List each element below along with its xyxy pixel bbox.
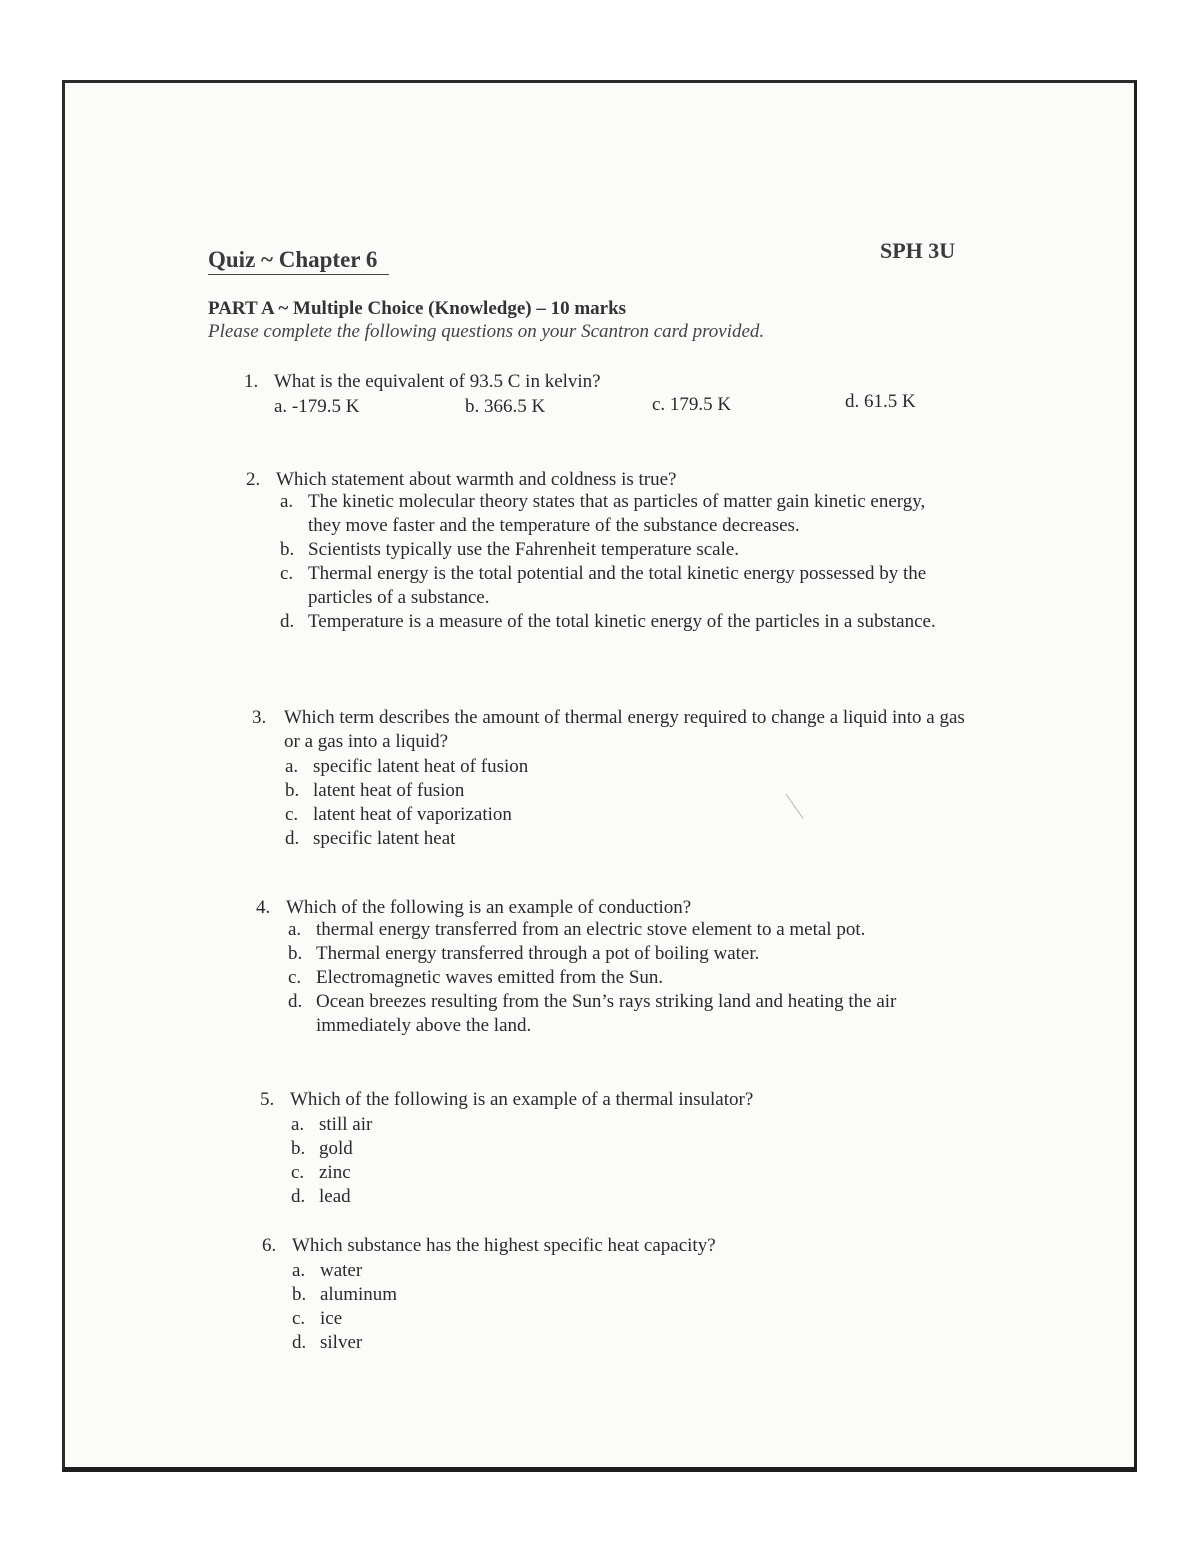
question-6	[262, 1234, 716, 1258]
option-6b: b. aluminum	[292, 1284, 398, 1305]
question-3	[252, 706, 972, 754]
option-6a: a. water	[292, 1260, 363, 1281]
option-4d: d. Ocean breezes resulting from the Sun’s rays striking land and heating the air immediately above the land.	[288, 991, 897, 1036]
question-4	[256, 896, 691, 920]
question-6-options	[292, 1259, 592, 1355]
question-number: 2.	[246, 469, 261, 490]
question-text: Which term describes the amount of thermal energy required to change a liquid into a gas or a gas into a liquid?	[284, 707, 965, 752]
question-4-options	[288, 918, 968, 1038]
option-5a: a. still air	[291, 1114, 373, 1135]
option-3b: b. latent heat of fusion	[285, 780, 465, 801]
part-a-instruction: Please complete the following questions on your Scantron card provided.	[208, 321, 765, 342]
question-number: 6.	[262, 1235, 277, 1256]
question-text: Which of the following is an example of conduction?	[286, 897, 692, 918]
option-1c: c. 179.5 K	[652, 394, 732, 415]
option-3d: d. specific latent heat	[285, 828, 456, 849]
option-1d: d. 61.5 K	[845, 391, 916, 412]
option-4c: c. Electromagnetic waves emitted from the Sun.	[288, 967, 664, 988]
option-2d: d. Temperature is a measure of the total kinetic energy of the particles in a substance.	[280, 611, 936, 632]
quiz-title: Quiz ~ Chapter 6	[208, 246, 389, 275]
question-5-options	[291, 1113, 591, 1209]
question-2	[246, 468, 676, 492]
course-code: SPH 3U	[880, 238, 956, 263]
question-3-options	[285, 755, 785, 851]
option-5c: c. zinc	[291, 1162, 351, 1183]
question-2-options	[280, 490, 960, 634]
option-4b: b. Thermal energy transferred through a pot of boiling water.	[288, 943, 760, 964]
question-number: 3.	[252, 707, 267, 728]
option-6c: c. ice	[292, 1308, 343, 1329]
question-text: Which of the following is an example of a thermal insulator?	[290, 1089, 754, 1110]
option-1b: b. 366.5 K	[465, 396, 546, 417]
question-number: 1.	[244, 371, 259, 392]
option-3c: c. latent heat of vaporization	[285, 804, 512, 825]
option-6d: d. silver	[292, 1332, 363, 1353]
option-5b: b. gold	[291, 1138, 353, 1159]
option-2c: c. Thermal energy is the total potential and the total kinetic energy possessed by the particles of a substance.	[280, 563, 927, 608]
question-5	[260, 1088, 753, 1112]
option-5d: d. lead	[291, 1186, 351, 1207]
option-1a: a. -179.5 K	[274, 396, 360, 417]
question-1	[244, 370, 601, 394]
option-3a: a. specific latent heat of fusion	[285, 756, 529, 777]
question-number: 4.	[256, 897, 271, 918]
question-text: Which statement about warmth and coldness is true?	[276, 469, 677, 490]
option-2a: a. The kinetic molecular theory states that as particles of matter gain kinetic energy, they move faster and the temperature of the substance decreases.	[280, 491, 926, 536]
option-2b: b. Scientists typically use the Fahrenheit temperature scale.	[280, 539, 740, 560]
question-number: 5.	[260, 1089, 275, 1110]
question-text: What is the equivalent of 93.5 C in kelvin?	[274, 371, 601, 392]
option-4a: a. thermal energy transferred from an electric stove element to a metal pot.	[288, 919, 866, 940]
part-a-heading: PART A ~ Multiple Choice (Knowledge) – 10 marks	[208, 298, 627, 319]
question-text: Which substance has the highest specific heat capacity?	[292, 1235, 716, 1256]
